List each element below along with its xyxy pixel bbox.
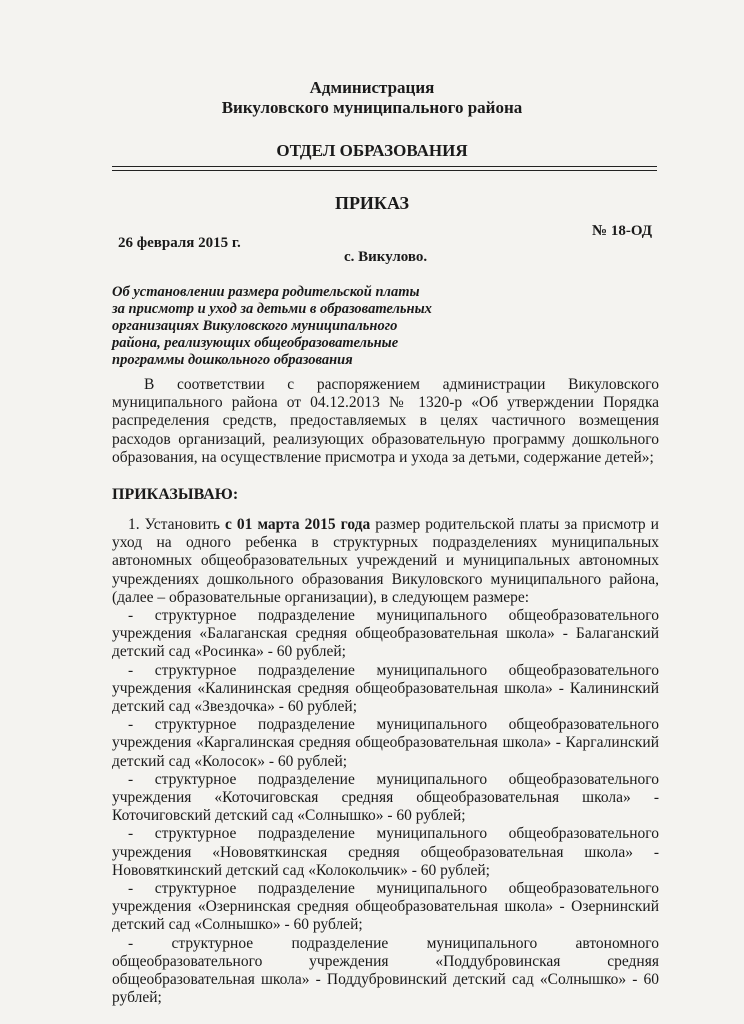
document-number: № 18-ОД xyxy=(592,223,653,239)
document-subject: Об установлении размера родительской платы за присмотр и уход за детьми в образовательных организациях Викуловского муниципального района, реализующих общеобразовательные программы дошкольного образования xyxy=(112,284,432,368)
header-rule-thin xyxy=(112,170,657,171)
document-date: 26 февраля 2015 г. xyxy=(118,235,241,251)
preamble-paragraph: В соответствии с распоряжением администрации Викуловского муниципального района от 04.12.2013 № 1320-р «Об утверждении Порядка распределения средств, предоставляемых в целях частичного возмещения расходов организаций, реализующих образовательную программу дошкольного образования, на осуществление присмотра и ухода за детьми, содержание детей»; xyxy=(112,376,659,466)
clause-1-prefix: 1. Установить xyxy=(128,516,226,533)
header-rule-thick xyxy=(112,166,657,167)
header-administration: Администрация xyxy=(309,78,435,97)
list-item: - структурное подразделение муниципального общеобразовательного учреждения «Балаганская средняя общеобразовательная школа» - Балаганский детский сад «Росинка» - 60 рублей; xyxy=(112,607,659,661)
clause-1 xyxy=(112,516,659,1007)
list-item: - структурное подразделение муниципального общеобразовательного учреждения «Калининская средняя общеобразовательная школа» - Калининский детский сад «Звездочка» - 60 рублей; xyxy=(112,661,659,716)
list-item: - структурное подразделение муниципального автономного общеобразовательного учреждения «Поддубровинская средняя общеобразовательная школа» - Поддубровинский детский сад «Солнышко» - 60 рублей; xyxy=(112,934,659,1007)
clause-1-intro xyxy=(112,516,659,607)
clause-1-effective-date: с 01 марта 2015 года xyxy=(225,516,371,533)
clause-1-text: размер родительской платы за присмотр и уход на одного ребенка в структурных подразделениях муниципальных автономных общеобразовательных учреждений и муниципальных автономных учреждениях дошкольного образования Викуловского муниципального района, (далее – образовательные организации), в следующем размере: xyxy=(112,516,659,606)
header-district: Викуловского муниципального района xyxy=(221,98,523,117)
header-department: ОТДЕЛ ОБРАЗОВАНИЯ xyxy=(276,141,468,160)
document-place: с. Викулово. xyxy=(344,249,428,265)
orders-heading: ПРИКАЗЫВАЮ: xyxy=(112,486,239,503)
list-item: - структурное подразделение муниципального общеобразовательного учреждения «Озернинская средняя общеобразовательная школа» - Озернинский детский сад «Солнышко» - 60 рублей; xyxy=(112,880,659,934)
document-title: ПРИКАЗ xyxy=(334,193,410,213)
list-item: - структурное подразделение муниципального общеобразовательного учреждения «Нововяткинская средняя общеобразовательная школа» - Нововяткинский детский сад «Колокольчик» - 60 рублей; xyxy=(112,825,659,879)
list-item: - структурное подразделение муниципального общеобразовательного учреждения «Коточиговская средняя общеобразовательная школа» - Коточиговский детский сад «Солнышко» - 60 рублей; xyxy=(112,770,659,825)
list-item: - структурное подразделение муниципального общеобразовательного учреждения «Каргалинская средняя общеобразовательная школа» - Каргалинский детский сад «Колосок» - 60 рублей; xyxy=(112,716,659,770)
